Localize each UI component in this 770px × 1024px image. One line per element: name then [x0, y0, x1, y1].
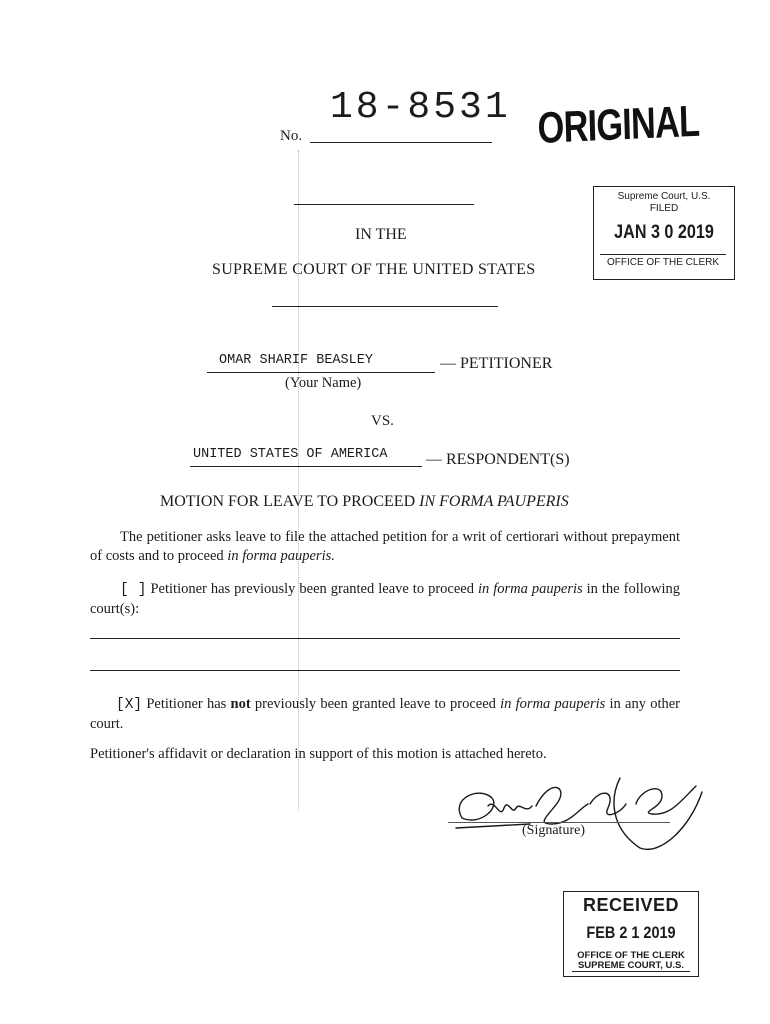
case-number: 18-8531: [330, 86, 511, 129]
vs-label: VS.: [371, 413, 394, 429]
received-date: FEB 2 1 2019: [586, 923, 676, 942]
option1-text: Petitioner has previously been granted leave to proceed: [150, 581, 478, 597]
option2-checkbox: [X]: [116, 697, 143, 713]
your-name-hint: (Your Name): [285, 375, 362, 391]
respondent-underline: [190, 466, 422, 467]
option-previously-granted: [90, 580, 680, 619]
motion-title: [160, 493, 569, 511]
option-not-previously-granted: [90, 695, 680, 734]
option2-text-a: Petitioner has: [146, 696, 231, 712]
signature-scribble: [440, 768, 710, 858]
option1-checkbox: [ ]: [120, 582, 147, 598]
court-name: SUPREME COURT OF THE UNITED STATES: [212, 261, 536, 278]
option2-italic: in forma pauperis: [500, 696, 606, 712]
filed-stamp-court: Supreme Court, U.S.: [617, 191, 711, 202]
court-list-line-1: [90, 638, 680, 639]
filed-stamp-date: JAN 3 0 2019: [614, 222, 714, 243]
court-list-line-2: [90, 670, 680, 671]
no-label: No.: [280, 128, 303, 144]
filed-stamp-filed: FILED: [649, 203, 679, 214]
filed-stamp-office: OFFICE OF THE CLERK: [600, 254, 726, 268]
rule-top: [294, 204, 474, 205]
received-office: OFFICE OF THE CLERK: [577, 950, 685, 961]
option2-bold: not: [230, 696, 251, 712]
intro-text: The petitioner asks leave to file the attached petition for a writ of certiorari without prepayment of costs and to proceed: [90, 529, 680, 564]
received-title: RECEIVED: [582, 895, 680, 915]
intro-paragraph: [90, 528, 680, 566]
in-the: IN THE: [355, 226, 407, 243]
original-stamp: ORIGINAL: [537, 96, 700, 153]
case-number-underline: [310, 142, 492, 143]
option1-tail: in the following court(s):: [90, 581, 681, 617]
intro-italic: in forma pauperis.: [227, 548, 335, 564]
petitioner-role: — PETITIONER: [440, 355, 553, 372]
motion-title-plain: MOTION FOR LEAVE TO PROCEED: [160, 493, 420, 510]
option2-tail: in any other court.: [90, 696, 680, 732]
option2-text-b: previously been granted leave to proceed: [250, 696, 501, 712]
received-stamp: [563, 891, 699, 977]
option1-italic: in forma pauperis: [477, 581, 583, 597]
petitioner-underline: [207, 372, 435, 373]
motion-title-italic: IN FORMA PAUPERIS: [419, 493, 569, 510]
signature-label: (Signature): [522, 823, 585, 838]
filed-stamp: [593, 186, 735, 280]
received-court: SUPREME COURT, U.S.: [572, 961, 690, 972]
respondent-name: UNITED STATES OF AMERICA: [193, 447, 388, 462]
respondent-role: — RESPONDENT(S): [426, 451, 570, 468]
affidavit-statement: Petitioner's affidavit or declaration in support of this motion is attached hereto.: [90, 746, 547, 762]
petitioner-name: OMAR SHARIF BEASLEY: [219, 353, 373, 368]
rule-under-court: [272, 306, 498, 307]
